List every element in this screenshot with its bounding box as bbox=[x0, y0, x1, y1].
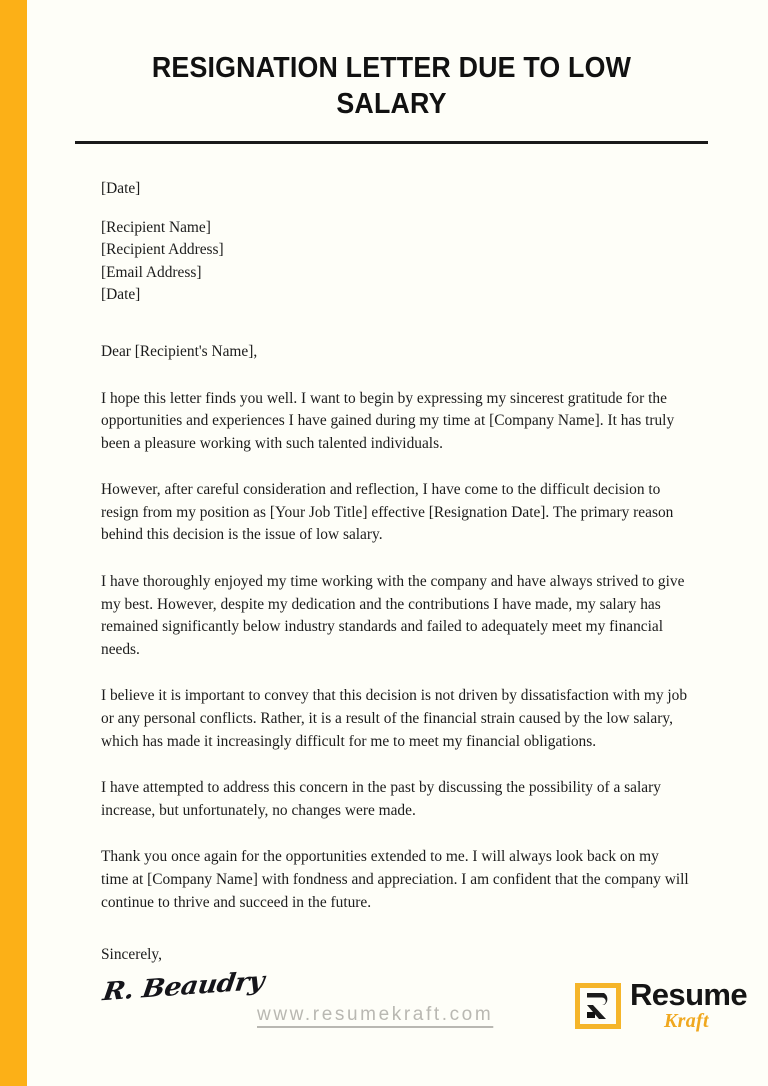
brand-wordmark bbox=[630, 979, 747, 1033]
address-line-date-bottom: [Date] bbox=[101, 286, 141, 304]
closing-line: Sincerely, bbox=[101, 946, 162, 964]
body-paragraph-2: However, after careful consideration and reflection, I have come to the difficult decision to resign from my position as [Your Job Title] effective [Resignation Date]. The primary reason behind this decision is the issue of low salary. bbox=[101, 481, 674, 544]
resumekraft-mark-icon bbox=[575, 983, 621, 1029]
letter-content bbox=[75, 0, 708, 1017]
recipient-block bbox=[101, 201, 689, 307]
resumekraft-logo[interactable] bbox=[575, 979, 747, 1033]
body-paragraph-4: I believe it is important to convey that this decision is not driven by dissatisfaction with my job or any personal conflicts. Rather, it is a result of the financial strain caused by the low salary, which has made it increasingly difficult for me to meet my financial obligations. bbox=[101, 687, 688, 750]
address-line-recipient-name: [Recipient Name] bbox=[101, 218, 211, 236]
letter-sheet bbox=[27, 0, 768, 1086]
page-footer bbox=[54, 976, 768, 1086]
address-line-date-top: [Date] bbox=[101, 179, 141, 197]
body-paragraph-6: Thank you once again for the opportunities extended to me. I will always look back on my time at [Company Name] with fondness and appreciation. I am confident that the company will continue to thrive and succeed in the future. bbox=[101, 848, 689, 911]
website-url-link[interactable]: www.resumekraft.com bbox=[257, 1004, 494, 1025]
left-accent-bar bbox=[0, 0, 27, 1086]
letter-body bbox=[75, 144, 689, 1017]
signature: R. Beaudry bbox=[100, 966, 266, 1007]
page-title: RESIGNATION LETTER DUE TO LOW SALARY bbox=[151, 52, 632, 121]
body-paragraph-5: I have attempted to address this concern in the past by discussing the possibility of a salary increase, but unfortunately, no changes were made. bbox=[101, 779, 661, 819]
salutation: Dear [Recipient's Name], bbox=[101, 342, 258, 360]
body-paragraph-1: I hope this letter finds you well. I want to begin by expressing my sincerest gratitude for the opportunities and experiences I have gained during my time at [Company Name]. It has truly been a pleasure working with such talented individuals. bbox=[101, 389, 675, 452]
body-paragraph-3: I have thoroughly enjoyed my time working with the company and have always strived to give my best. However, despite my dedication and the contributions I have made, my salary has remained significantly below industry standards and failed to adequately meet my financial needs. bbox=[101, 573, 685, 658]
address-line-recipient-address: [Recipient Address] bbox=[101, 241, 224, 259]
brand-name-secondary: Kraft bbox=[664, 1010, 709, 1032]
address-line-email: [Email Address] bbox=[101, 263, 202, 281]
brand-name-primary: Resume bbox=[630, 977, 748, 1012]
